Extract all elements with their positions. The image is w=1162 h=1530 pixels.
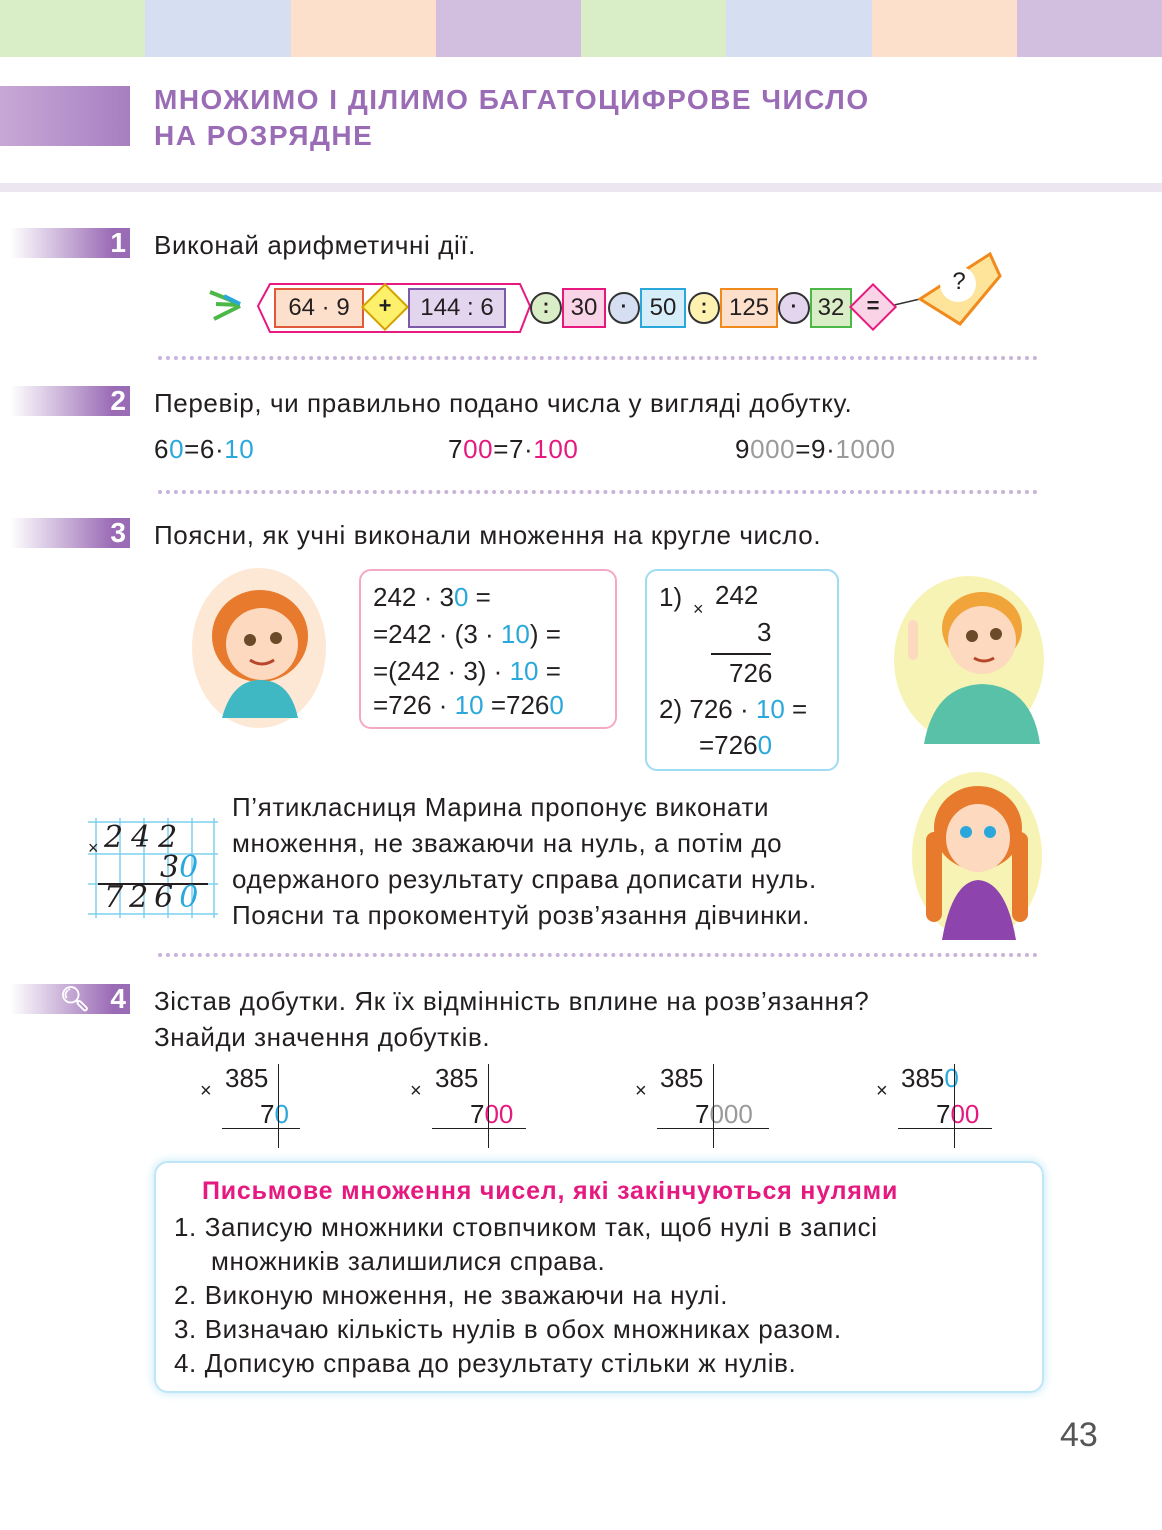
task-1-marker: 1 bbox=[10, 228, 130, 258]
title-rule bbox=[0, 183, 1162, 192]
mul-circle-1: · bbox=[608, 292, 640, 324]
chain-box-4: 50 bbox=[640, 288, 686, 328]
divider-3 bbox=[158, 953, 1038, 957]
div-circle-2: : bbox=[688, 292, 720, 324]
girl-illustration bbox=[192, 568, 326, 728]
boy-illustration bbox=[894, 576, 1044, 744]
equals-sign: = bbox=[866, 293, 880, 318]
page-number: 43 bbox=[1060, 1416, 1098, 1454]
solution-card-2: 1) × 242 3 726 2) 726 · 10 = =7260 bbox=[645, 569, 839, 771]
task-3-text: Поясни, як учні виконали множення на кругле число. bbox=[154, 520, 822, 550]
task-1-text: Виконай арифметичні дії. bbox=[154, 230, 476, 260]
task-1-chain bbox=[200, 244, 1020, 344]
task-4-marker: 🔍︎ 4 bbox=[10, 984, 130, 1014]
chain-box-2: 144 : 6 bbox=[408, 288, 506, 328]
chain-box-5: 125 bbox=[720, 288, 778, 328]
rule-item-3: 3. Визначаю кількість нулів в обох множниках разом. bbox=[174, 1314, 842, 1344]
top-color-stripe bbox=[0, 0, 1162, 57]
plus-sign: + bbox=[378, 293, 392, 318]
marina-text: П’ятикласниця Марина пропонує виконати множення, не зважаючи на нуль, а потім до одержаного результату справа дописати нуль. Поясни та прокоментуй розв’язання дівчинки. bbox=[232, 792, 817, 930]
rule-item-1: 1. Записую множники стовпчиком так, щоб нулі в записі bbox=[174, 1212, 878, 1242]
chain-box-1: 64 · 9 bbox=[274, 288, 364, 328]
mul-circle-2: · bbox=[778, 292, 810, 324]
rule-box bbox=[154, 1161, 1044, 1393]
chain-box-6: 32 bbox=[810, 288, 852, 328]
equation-1: 60=6·10 bbox=[154, 434, 255, 464]
task-3-marker: 3 bbox=[10, 518, 130, 548]
rule-item-1-cont: множників залишилися справа. bbox=[211, 1246, 606, 1276]
equation-2: 700=7·100 bbox=[448, 434, 579, 464]
page-title: МНОЖИМО І ДІЛИМО БАГАТОЦИФРОВЕ ЧИСЛО НА РОЗРЯДНЕ bbox=[154, 84, 870, 151]
div-circle-1: : bbox=[530, 292, 562, 324]
task-2-marker: 2 bbox=[10, 386, 130, 416]
chain-box-3: 30 bbox=[562, 288, 606, 328]
equation-3: 9000=9·1000 bbox=[735, 434, 896, 464]
marina-illustration bbox=[912, 772, 1042, 940]
title-band bbox=[0, 86, 130, 146]
divider-1 bbox=[158, 356, 1038, 360]
task-4-text: Зістав добутки. Як їх відмінність вплине на розв’язання? Знайди значення добутків. bbox=[154, 986, 870, 1052]
rule-item-4: 4. Дописую справа до результату стільки ж нулів. bbox=[174, 1348, 797, 1378]
task-2-text: Перевір, чи правильно подано числа у вигляді добутку. bbox=[154, 388, 853, 418]
kite-question: ? bbox=[952, 268, 966, 295]
magnifier-icon: 🔍︎ bbox=[59, 986, 90, 1013]
grid-calculation: × 242 30 7260 bbox=[88, 820, 205, 915]
solution-card-1: 242 · 30 = =242 · (3 · 10) = =(242 · 3) · 10 = =726 · 10 =7260 bbox=[359, 569, 617, 729]
rule-item-2: 2. Виконую множення, не зважаючи на нулі. bbox=[174, 1280, 729, 1310]
divider-2 bbox=[158, 490, 1038, 494]
rule-title: Письмове множення чисел, які закінчуються нулями bbox=[202, 1177, 899, 1205]
